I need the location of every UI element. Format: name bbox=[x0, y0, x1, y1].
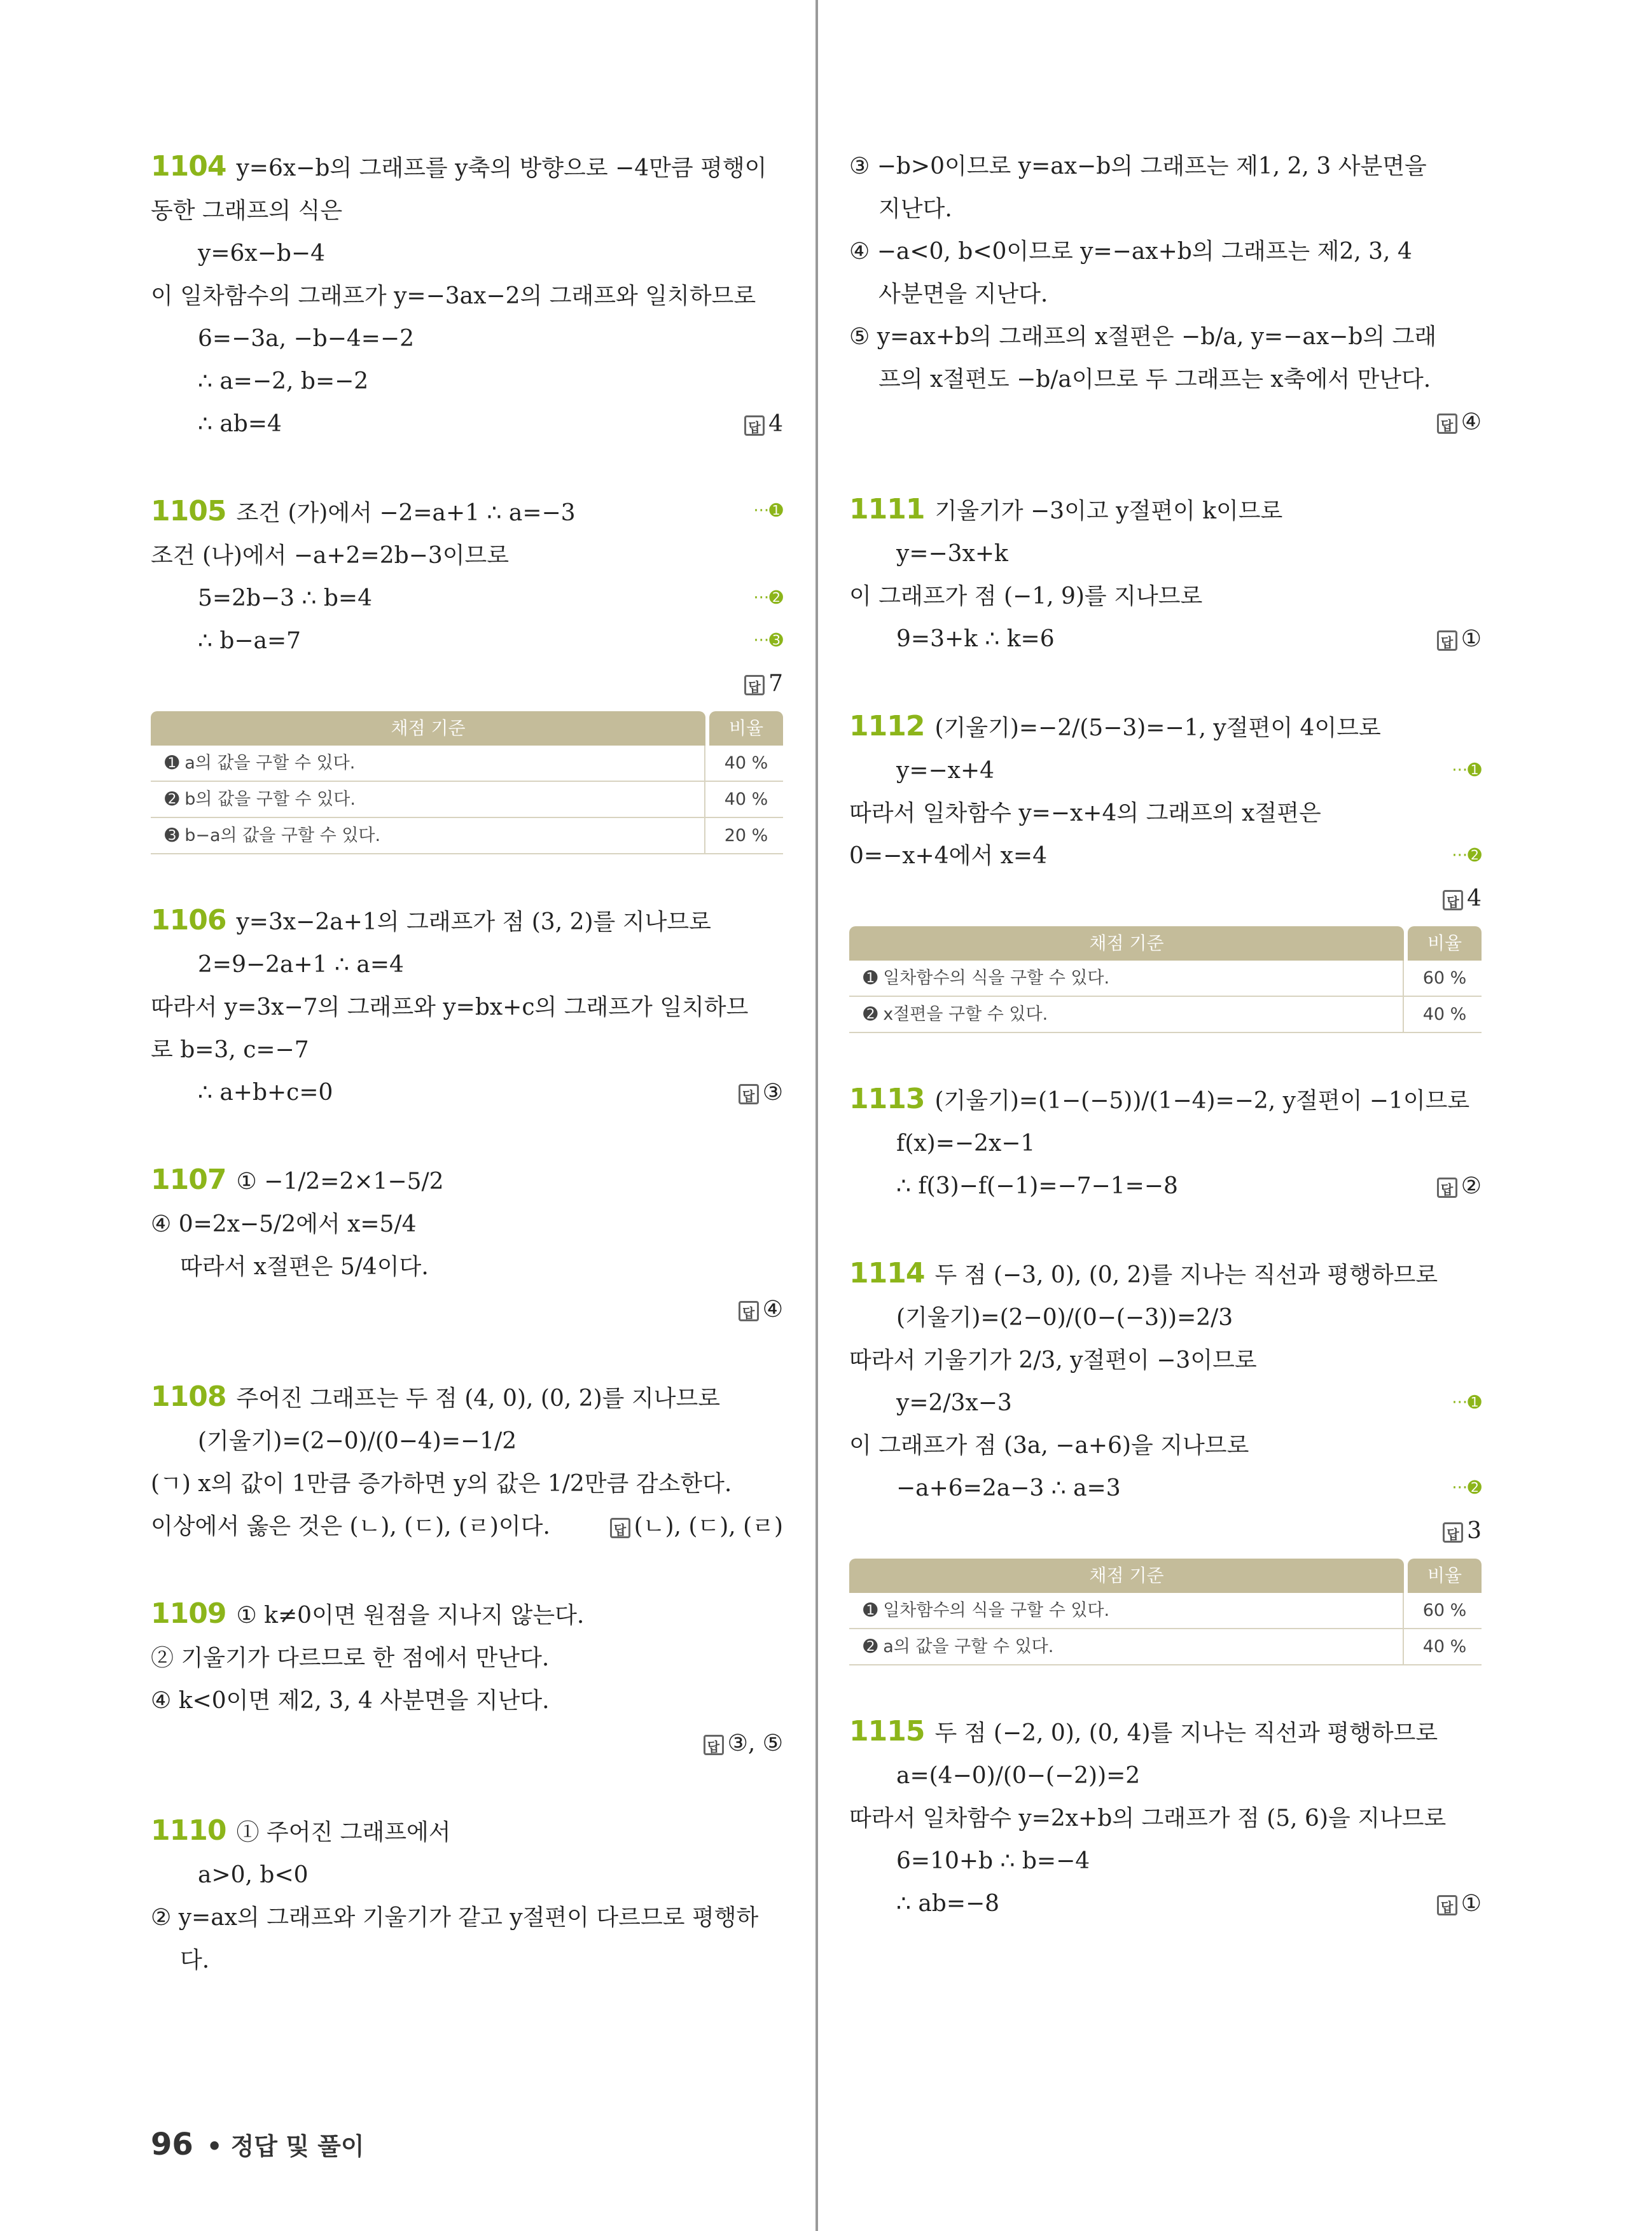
answer-label-icon: 답 bbox=[1437, 630, 1457, 651]
solution-line bbox=[849, 358, 1482, 401]
solution-line bbox=[151, 1939, 783, 1982]
solution-text: ∴ ab=−8 bbox=[896, 1891, 1000, 1917]
solution-text: 0=−x+4에서 x=4 bbox=[849, 843, 1047, 869]
answer-value bbox=[704, 1730, 783, 1756]
grading-criterion: ➊ a의 값을 구할 수 있다. bbox=[151, 746, 705, 781]
solution-text: 따라서 기울기가 2/3, y절편이 −3이므로 bbox=[849, 1347, 1257, 1373]
answer-text: ③, ⑤ bbox=[727, 1730, 783, 1756]
problem-number: 1113 bbox=[849, 1083, 925, 1115]
solution-line bbox=[849, 1078, 1482, 1122]
problem-1111 bbox=[849, 488, 1482, 660]
step-marker: ···➋ bbox=[1452, 846, 1482, 865]
solution-line bbox=[151, 1896, 783, 1939]
answer-label-icon: 답 bbox=[1443, 1522, 1463, 1543]
answer-text: ① bbox=[1461, 626, 1482, 652]
solution-text: (기울기)=(1−(−5))/(1−4)=−2, y절편이 −1이므로 bbox=[934, 1088, 1470, 1114]
answer-row bbox=[151, 662, 783, 705]
solution-text: f(x)=−2x−1 bbox=[896, 1130, 1036, 1157]
solution-text: y=2/3x−3 bbox=[896, 1390, 1012, 1416]
problem-cont bbox=[849, 145, 1482, 443]
solution-text: ∴ ab=4 bbox=[198, 411, 282, 437]
solution-text: ∴ b−a=7 bbox=[198, 628, 302, 654]
solution-line bbox=[151, 1463, 783, 1505]
solution-text: y=−x+4 bbox=[896, 758, 995, 784]
solution-line bbox=[849, 792, 1482, 835]
solution-line bbox=[849, 532, 1482, 575]
solution-line bbox=[151, 190, 783, 232]
solution-text: 이 일차함수의 그래프가 y=−3ax−2의 그래프와 일치하므로 bbox=[151, 283, 756, 309]
problem-1109 bbox=[151, 1592, 783, 1765]
solution-line bbox=[151, 1029, 783, 1071]
solution-text: 로 b=3, c=−7 bbox=[151, 1037, 309, 1063]
answer-text: ② bbox=[1461, 1173, 1482, 1199]
solution-line bbox=[849, 273, 1482, 316]
problem-number: 1108 bbox=[151, 1380, 226, 1413]
grading-criteria-header: 채점 기준 bbox=[849, 1559, 1404, 1593]
grading-ratio: 40 % bbox=[1422, 1637, 1467, 1657]
solution-line bbox=[151, 986, 783, 1029]
solution-text: ④ k<0이면 제2, 3, 4 사분면을 지난다. bbox=[151, 1688, 550, 1714]
problem-number: 1114 bbox=[849, 1257, 925, 1289]
step-marker: ···➊ bbox=[753, 501, 783, 520]
answer-row bbox=[849, 877, 1482, 920]
solution-line bbox=[151, 275, 783, 317]
answer-text: 3 bbox=[1467, 1518, 1482, 1544]
solution-text: y=6x−b의 그래프를 y축의 방향으로 −4만큼 평행이 bbox=[236, 155, 767, 181]
solution-text: ① 주어진 그래프에서 bbox=[236, 1819, 451, 1845]
solution-text: ① k≠0이면 원점을 지나지 않는다. bbox=[236, 1602, 585, 1629]
solution-text: 이상에서 옳은 것은 (ㄴ), (ㄷ), (ㄹ)이다. bbox=[151, 1513, 550, 1539]
solution-text: ① −1/2=2×1−5/2 bbox=[236, 1169, 444, 1195]
solution-text: 두 점 (−2, 0), (0, 4)를 지나는 직선과 평행하므로 bbox=[934, 1720, 1438, 1746]
answer-label-icon: 답 bbox=[744, 675, 765, 695]
answer-row bbox=[849, 1510, 1482, 1552]
solution-line bbox=[849, 1467, 1482, 1510]
answer-value bbox=[1437, 1882, 1482, 1925]
answer-value bbox=[1443, 886, 1482, 912]
left-column bbox=[151, 145, 783, 2026]
solution-line bbox=[849, 1382, 1482, 1424]
answer-value bbox=[739, 1071, 783, 1114]
answer-value bbox=[744, 671, 783, 697]
solution-text: ② 기울기가 다르므로 한 점에서 만난다. bbox=[151, 1645, 550, 1671]
problem-1115 bbox=[849, 1710, 1482, 1925]
solution-line bbox=[849, 1710, 1482, 1755]
problem-number: 1109 bbox=[151, 1597, 226, 1630]
grading-criterion: ➋ x절편을 구할 수 있다. bbox=[849, 997, 1404, 1032]
solution-text: ③ −b>0이므로 y=ax−b의 그래프는 제1, 2, 3 사분면을 bbox=[849, 153, 1427, 179]
grading-ratio-header: 비율 bbox=[709, 711, 783, 746]
solution-text: ∴ f(3)−f(−1)=−7−1=−8 bbox=[896, 1173, 1178, 1199]
problem-1104 bbox=[151, 145, 783, 445]
solution-line bbox=[151, 943, 783, 986]
solution-text: 따라서 일차함수 y=−x+4의 그래프의 x절편은 bbox=[849, 800, 1321, 826]
solution-line bbox=[849, 1339, 1482, 1382]
solution-line bbox=[849, 488, 1482, 532]
solution-line bbox=[151, 899, 783, 943]
solution-text: 이 그래프가 점 (3a, −a+6)을 지나므로 bbox=[849, 1433, 1249, 1459]
solution-line bbox=[849, 1252, 1482, 1296]
problem-1105 bbox=[151, 490, 783, 854]
solution-line bbox=[151, 403, 783, 445]
solution-line bbox=[849, 145, 1482, 188]
answer-value bbox=[739, 1296, 783, 1323]
answer-text: 7 bbox=[768, 671, 783, 697]
problem-1106 bbox=[151, 899, 783, 1114]
answer-text: (ㄴ), (ㄷ), (ㄹ) bbox=[634, 1513, 783, 1539]
grading-table bbox=[151, 711, 783, 854]
problem-1113 bbox=[849, 1078, 1482, 1207]
grading-ratio: 60 % bbox=[1422, 968, 1467, 988]
grading-table-row bbox=[849, 961, 1482, 997]
footer-label: 정답 및 풀이 bbox=[230, 2132, 364, 2160]
solution-text: 사분면을 지난다. bbox=[878, 281, 1048, 307]
answer-row bbox=[151, 1288, 783, 1331]
problem-1110 bbox=[151, 1809, 783, 1982]
solution-text: 두 점 (−3, 0), (0, 2)를 지나는 직선과 평행하므로 bbox=[934, 1262, 1438, 1288]
answer-value bbox=[744, 403, 783, 445]
solution-line bbox=[151, 1246, 783, 1288]
solution-text: 5=2b−3 ∴ b=4 bbox=[198, 585, 372, 611]
grading-table-header bbox=[849, 926, 1482, 961]
grading-table-row bbox=[151, 782, 783, 818]
solution-text: y=6x−b−4 bbox=[198, 240, 325, 267]
solution-line bbox=[151, 1420, 783, 1463]
answer-row bbox=[849, 401, 1482, 443]
solution-line bbox=[849, 1755, 1482, 1797]
answer-label-icon: 답 bbox=[744, 415, 765, 436]
answer-row bbox=[151, 1722, 783, 1765]
solution-line bbox=[151, 232, 783, 275]
problem-number: 1107 bbox=[151, 1164, 226, 1196]
solution-line bbox=[151, 1809, 783, 1854]
solution-text: a>0, b<0 bbox=[198, 1862, 309, 1888]
solution-line bbox=[849, 1165, 1482, 1207]
grading-criterion: ➋ a의 값을 구할 수 있다. bbox=[849, 1629, 1404, 1664]
answer-text: 4 bbox=[768, 411, 783, 437]
grading-table-row bbox=[151, 746, 783, 782]
solution-line bbox=[151, 1203, 783, 1246]
grading-table-header bbox=[849, 1559, 1482, 1593]
solution-text: 따라서 일차함수 y=2x+b의 그래프가 점 (5, 6)을 지나므로 bbox=[849, 1805, 1447, 1831]
solution-line bbox=[849, 749, 1482, 792]
problem-1108 bbox=[151, 1375, 783, 1548]
grading-table-header bbox=[151, 711, 783, 746]
solution-text: (기울기)=(2−0)/(0−4)=−1/2 bbox=[198, 1428, 517, 1454]
solution-line bbox=[151, 1505, 783, 1548]
solution-text: y=−3x+k bbox=[896, 541, 1008, 567]
answer-label-icon: 답 bbox=[704, 1735, 724, 1755]
solution-text: a=(4−0)/(0−(−2))=2 bbox=[896, 1763, 1141, 1789]
solution-text: ④ −a<0, b<0이므로 y=−ax+b의 그래프는 제2, 3, 4 bbox=[849, 239, 1412, 265]
problem-1114 bbox=[849, 1252, 1482, 1665]
grading-table bbox=[849, 926, 1482, 1033]
problem-number: 1112 bbox=[849, 710, 925, 742]
solution-text: ⑤ y=ax+b의 그래프의 x절편은 −b/a, y=−ax−b의 그래 bbox=[849, 324, 1437, 350]
solution-line bbox=[849, 1424, 1482, 1467]
answer-label-icon: 답 bbox=[1437, 1895, 1457, 1915]
grading-table-row bbox=[849, 1629, 1482, 1665]
answer-value bbox=[610, 1505, 783, 1548]
problem-number: 1111 bbox=[849, 493, 925, 525]
solution-line bbox=[849, 1840, 1482, 1882]
answer-label-icon: 답 bbox=[739, 1301, 759, 1321]
problem-number: 1110 bbox=[151, 1814, 226, 1847]
solution-line bbox=[151, 534, 783, 577]
solution-text: 기울기가 −3이고 y절편이 k이므로 bbox=[934, 498, 1283, 524]
grading-ratio: 40 % bbox=[724, 789, 768, 809]
solution-text: 다. bbox=[180, 1947, 210, 1973]
solution-text: ④ 0=2x−5/2에서 x=5/4 bbox=[151, 1211, 417, 1237]
answer-label-icon: 답 bbox=[1437, 1178, 1457, 1198]
footer-dot: • bbox=[207, 2132, 223, 2160]
answer-label-icon: 답 bbox=[1443, 890, 1463, 910]
solution-text: (기울기)=(2−0)/(0−(−3))=2/3 bbox=[896, 1305, 1233, 1331]
solution-text: 이 그래프가 점 (−1, 9)를 지나므로 bbox=[849, 583, 1203, 609]
solution-text: 조건 (나)에서 −a+2=2b−3이므로 bbox=[151, 543, 510, 569]
step-marker: ···➊ bbox=[1452, 761, 1482, 780]
step-marker: ···➋ bbox=[1452, 1478, 1482, 1498]
answer-value bbox=[1437, 409, 1482, 435]
solution-text: ∴ a=−2, b=−2 bbox=[198, 368, 369, 394]
problem-1107 bbox=[151, 1158, 783, 1331]
problem-1112 bbox=[849, 705, 1482, 1033]
grading-criterion: ➋ b의 값을 구할 수 있다. bbox=[151, 782, 705, 817]
solution-line bbox=[151, 620, 783, 662]
solution-text: 프의 x절편도 −b/a이므로 두 그래프는 x축에서 만난다. bbox=[878, 366, 1431, 393]
grading-table bbox=[849, 1559, 1482, 1665]
solution-line bbox=[849, 188, 1482, 230]
solution-line bbox=[151, 1158, 783, 1203]
step-marker: ···➋ bbox=[753, 588, 783, 608]
grading-criterion: ➊ 일차함수의 식을 구할 수 있다. bbox=[849, 961, 1404, 996]
grading-table-row bbox=[849, 997, 1482, 1033]
solution-text: 6=10+b ∴ b=−4 bbox=[896, 1848, 1090, 1874]
solution-text: (기울기)=−2/(5−3)=−1, y절편이 4이므로 bbox=[934, 715, 1381, 741]
column-divider bbox=[816, 0, 818, 2231]
solution-line bbox=[151, 490, 783, 534]
answer-label-icon: 답 bbox=[610, 1518, 630, 1538]
solution-line bbox=[151, 1637, 783, 1679]
grading-ratio: 60 % bbox=[1422, 1601, 1467, 1620]
solution-line bbox=[849, 316, 1482, 358]
answer-value bbox=[1437, 618, 1482, 660]
problem-number: 1115 bbox=[849, 1715, 925, 1748]
grading-table-row bbox=[151, 818, 783, 854]
solution-line bbox=[849, 835, 1482, 877]
problem-number: 1105 bbox=[151, 495, 226, 527]
grading-criteria-header: 채점 기준 bbox=[151, 711, 705, 746]
problem-number: 1104 bbox=[151, 150, 226, 183]
problem-number: 1106 bbox=[151, 904, 226, 936]
grading-ratio-header: 비율 bbox=[1408, 1559, 1482, 1593]
solution-line bbox=[849, 1122, 1482, 1165]
step-marker: ···➊ bbox=[1452, 1393, 1482, 1412]
grading-criterion: ➊ 일차함수의 식을 구할 수 있다. bbox=[849, 1593, 1404, 1628]
step-marker: ···➌ bbox=[753, 631, 783, 650]
solution-line bbox=[849, 1882, 1482, 1925]
grading-criteria-header: 채점 기준 bbox=[849, 926, 1404, 961]
solution-text: 따라서 x절편은 5/4이다. bbox=[180, 1254, 429, 1280]
solution-line bbox=[849, 1797, 1482, 1840]
page-number: 96 bbox=[151, 2127, 193, 2162]
solution-text: 9=3+k ∴ k=6 bbox=[896, 626, 1055, 652]
solution-text: 주어진 그래프는 두 점 (4, 0), (0, 2)를 지나므로 bbox=[236, 1386, 721, 1412]
answer-text: 4 bbox=[1467, 886, 1482, 912]
page-footer bbox=[151, 2127, 364, 2162]
grading-ratio-header: 비율 bbox=[1408, 926, 1482, 961]
solution-text: 조건 (가)에서 −2=a+1 ∴ a=−3 bbox=[236, 500, 576, 526]
grading-ratio: 40 % bbox=[724, 753, 768, 773]
solution-text: 동한 그래프의 식은 bbox=[151, 198, 343, 224]
solution-line bbox=[151, 1854, 783, 1896]
solution-line bbox=[151, 1592, 783, 1637]
answer-text: ④ bbox=[762, 1296, 783, 1323]
solution-line bbox=[849, 618, 1482, 660]
solution-text: 2=9−2a+1 ∴ a=4 bbox=[198, 952, 404, 978]
answer-label-icon: 답 bbox=[739, 1084, 759, 1104]
solution-text: −a+6=2a−3 ∴ a=3 bbox=[896, 1475, 1121, 1501]
right-column bbox=[849, 145, 1482, 1970]
answer-text: ① bbox=[1461, 1891, 1482, 1917]
solution-text: 따라서 y=3x−7의 그래프와 y=bx+c의 그래프가 일치하므 bbox=[151, 994, 749, 1020]
answer-value bbox=[1443, 1518, 1482, 1544]
solution-line bbox=[151, 1679, 783, 1722]
solution-line bbox=[151, 317, 783, 360]
grading-ratio: 20 % bbox=[724, 826, 768, 845]
grading-table-row bbox=[849, 1593, 1482, 1629]
solution-line bbox=[849, 1296, 1482, 1339]
grading-ratio: 40 % bbox=[1422, 1004, 1467, 1024]
solution-line bbox=[151, 145, 783, 190]
answer-text: ③ bbox=[762, 1080, 783, 1106]
solution-line bbox=[849, 230, 1482, 273]
answer-value bbox=[1437, 1165, 1482, 1207]
solution-text: 6=−3a, −b−4=−2 bbox=[198, 326, 414, 352]
solution-text: ∴ a+b+c=0 bbox=[198, 1080, 333, 1106]
solution-line bbox=[849, 575, 1482, 618]
solution-line bbox=[151, 577, 783, 620]
solution-line bbox=[151, 1071, 783, 1114]
grading-criterion: ➌ b−a의 값을 구할 수 있다. bbox=[151, 818, 705, 853]
answer-text: ④ bbox=[1461, 409, 1482, 435]
solution-line bbox=[849, 705, 1482, 749]
answer-label-icon: 답 bbox=[1437, 414, 1457, 434]
solution-line bbox=[151, 360, 783, 403]
solution-text: y=3x−2a+1의 그래프가 점 (3, 2)를 지나므로 bbox=[236, 909, 711, 935]
solution-text: 지난다. bbox=[878, 196, 952, 222]
solution-text: (ㄱ) x의 값이 1만큼 증가하면 y의 값은 1/2만큼 감소한다. bbox=[151, 1471, 732, 1497]
solution-text: ② y=ax의 그래프와 기울기가 같고 y절편이 다르므로 평행하 bbox=[151, 1905, 759, 1931]
solution-line bbox=[151, 1375, 783, 1420]
